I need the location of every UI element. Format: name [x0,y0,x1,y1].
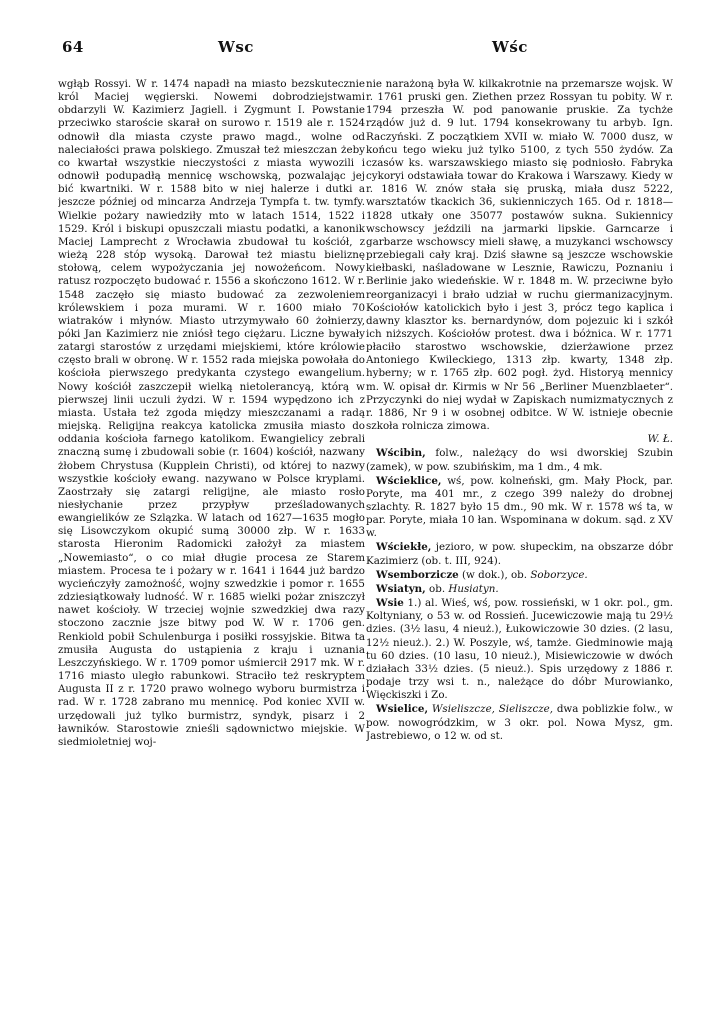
article-text: wgłąb Rossyi. W r. 1474 napadł na miasto bezskutecznie król Maciej węgierski. Nowemi dobrodziejstwami obdarzyli W. Kazimierz Jagiell. i Zygmunt I. Powstanie przeciwko staroście skarał on surowo r. 1519 ale r. 1524 odnowił dla miasta czyste prawo magd., wolne od naleciałości prawa polskiego. Zmuszał też mieszczan żeby co kwartał wszystkie nieczystości z miasta wywozili i odnowił podupadłą mennicę wschowską, pozwalając jej bić kwartniki. W r. 1588 bito w niej halerze i dutki a jeszcze później od mincarza Andrzeja Tympfa t. tw. tymfy. Wielkie pożary nawiedziły mto w latach 1514, 1522 i 1529. Król i biskupi opuszczali miastu podatki, a kanonik Maciej Lamprecht z Wrocławia zbudował tu kościół, z wieżą 228 stóp wysoką. Darował też miastu bieliznę stołową, celem wypożyczania jej nowożeńcom. Nowy ratusz rozpoczęto budować r. 1556 a skończono 1612. W r. 1548 zaczęło się miasto budować za zezwoleniem królewskiem i poza murami. W r. 1600 miało 70 wiatraków i młynów. Miasto utrzymywało 60 żołnierzy, póki Jan Kazimierz nie zniósł tego ciężaru. Liczne bywały zatargi starostów z urzędami miejskiemi, które królowie często brali w obronę. W r. 1552 rada miejska powołała do kościoła pierwszego predykanta czystego ewangelium. Nowy kościół zaszczepił wielką nietolerancyą, którą w pierwszej linii uczuli żydzi. W r. 1594 wypędzono ich z miasta. Ustała też zgoda między mieszczanami a radą miejską. Religijna reakcya katolicka zmusiła miasto do oddania kościoła farnego katolikom. Ewangielicy zebrali znaczną sumę i zbudowali sobie (r. 1604) kościół, nazwany żłobem Chrystusa (Kupplein Christi), od której to nazwy wszystkie kościoły ewang. nazywano w Polsce kryplami. Zaostrzały się zatargi religijne, ale miasto rosło niesłychanie przez przypływ prześladowanych ewangielików ze Szlązka. W latach od 1627—1635 mogło się Lisowczykom okupić sumą 30000 złp. W r. 1633 starosta Hieronim Radomicki założył za miastem „Nowemiasto“, o co miał długie procesa ze Starem miastem. Procesa te i pożary w r. 1641 i 1644 już bardzo wycieńczyły zamożność, wojny szwedzkie i pomor r. 1655 zdziesiątkowały ludność. W r. 1685 wielki pożar zniszczył nawet kościoły. W trzeciej wojnie szwedzkiej dwa razy stoczono zacznie jsze bitwy pod W. W r. 1706 gen. Renkiold pobił Schulenburga i posiłki rossyjskie. Bitwa ta zmusiła Augusta do ustąpienia z kraju i uznania Leszczyńskiego. W r. 1709 pomor uśmiercił 2917 mk. W r. 1716 miasto uległo rabunkowi. Straciło też reskryptem Augusta II z r. 1720 prawo wolnego wyboru burmistrza i rad. W r. 1728 zabrano mu mennicę. Pod koniec XVII w. urzędowali już tylko burmistrz, syndyk, pisarz i 2 ławników. Starostowie znieśli sądownictwo miejskie. W siedmioletniej woj- [58,78,365,748]
entry-text: wś, pow. kolneński, gm. Mały Płock, par. Poryte, ma 401 mr., z czego 399 należy do drobnej szlachty. R. 1827 było 15 dm., 90 mk. W r. 1578 wś ta, w par. Poryte, miała 10 łan. Wspominana w dokum. sąd. z XV w. [366,474,673,540]
page-number: 64 [62,38,84,56]
dictionary-entry [366,597,673,702]
entry-headword: Wsielice, [376,703,429,716]
entry-variant-names: Wsieliszcze, Sieliszcze, [431,703,554,716]
left-headword: Wsc [218,38,254,56]
dictionary-entry [366,475,673,541]
dictionary-entry [366,703,673,742]
entry-headword: Wściekłe, [376,541,432,554]
entry-text: 1.) al. Wieś, wś, pow. rossieński, w 1 okr. pol., gm. Koltyniany, o 53 w. od Rossień. Jucewiczowie mają tu 29½ dzies. (3½ lasu, 4 nieuż.), Łukowiczowie 30 dzies. (2 lasu, 12½ nieuż.). 2.) W. Poszyle, wś, tamże. Giedminowie mają tu 60 dzies. (10 lasu, 10 nieuż.), Misiewiczowie w dwóch działach 33½ dzies. (5 nieuż.). Spis urzędowy z 1886 r. podaje trzy wsi t. n., należące do dóbr Murowianko, Więckiszki i Zo. [366,597,673,702]
author-signature: W. Ł. [647,433,673,446]
entry-headword: Wsie [376,597,404,610]
entry-text: ob. [429,582,446,595]
entry-headword: Wsiatyn, [376,582,426,595]
running-header [0,38,720,60]
left-column [58,78,365,982]
dictionary-entry [366,569,673,582]
right-headword: Wśc [492,38,528,56]
entry-text: jezioro, w pow. słupeckim, na obszarze dóbr Kazimierz (ob. t. III, 924). [366,541,673,567]
dictionary-entry [366,447,673,473]
entry-text: dwa poblizkie folw., w pow. nowogródzkim, w 3 okr. pol. Nowa Mysz, gm. Jastrebiewo, o 12 w. od st. [366,703,673,742]
entry-headword: Wsemborzicze [376,568,459,581]
entry-cross-reference: Soborzyce. [530,568,588,581]
entry-headword: Wścieklice, [376,474,442,487]
entry-cross-reference: Husiatyn. [448,582,499,595]
entry-text: folw., należący do wsi dworskiej Szubin (zamek), w pow. szubińskim, ma 1 dm., 4 mk. [366,447,673,473]
dictionary-entry [366,541,673,567]
dictionary-entry [366,583,673,596]
entry-headword: Wścibin, [376,447,426,460]
entry-text: (w dok.), ob. [462,568,528,581]
article-continuation: nie narażoną była W. kilkakrotnie na przemarsze wojsk. W r. 1761 pruski gen. Ziethen przez Rossyan tu pobity. W r. 1794 przeszła W. pod panowanie pruskie. Za tychże rządów już d. 9 lut. 1794 konsekrowany tu arbyb. Ign. Raczyński. Z początkiem XVII w. miało W. 7000 dusz, w końcu tego wieku już tylko 5100, z tych 550 żydów. Za czasów ks. warszawskiego miasto się podniosło. Fabryka cykoryi odstawiała towar do Krakowa i Warszawy. Kiedy w r. 1816 W. znów stała się pruską, miała dusz 5222, warsztatów tkackich 36, sukienniczych 165. Od r. 1818—1828 utkały one 35077 postawów sukna. Sukiennicy wschowscy jeździli na jarmarki lipskie. Garncarze i garbarze wschowscy mieli sławę, a muzykanci wschowscy przebiegali cały kraj. Dziś sławne są jeszcze wschowskie kiełbaski, naśladowane w Lesznie, Rawiczu, Poznaniu i Berlinie jako wiedeńskie. W r. 1848 m. W. przeciwne było reorganizacyi i brało udział w ruchu giermanizacyjnym. Kościołów katolickich było i jest 3, prócz tego kaplica i dawny klasztor ks. bernardynów, dom pojezuic ki i szkół ich niższych. Kościołów protest. dwa i bóżnica. W r. 1771 płaciło starostwo wschowskie, dzierżawione przez Antoniego Kwileckiego, 1313 złp. kwarty, 1348 złp. hyberny; w r. 1765 złp. 602 pogł. żyd. Historyą mennicy m. W. opisał dr. Kirmis w Nr 56 „Berliner Muenzblaeter“. Przyczynki do niej wydał w Zapiskach numizmatycznych z r. 1886, Nr 9 i w osobnej odbitce. W W. istnieje obecnie szkoła rolnicza zimowa. [366,78,673,433]
right-column [366,78,673,982]
